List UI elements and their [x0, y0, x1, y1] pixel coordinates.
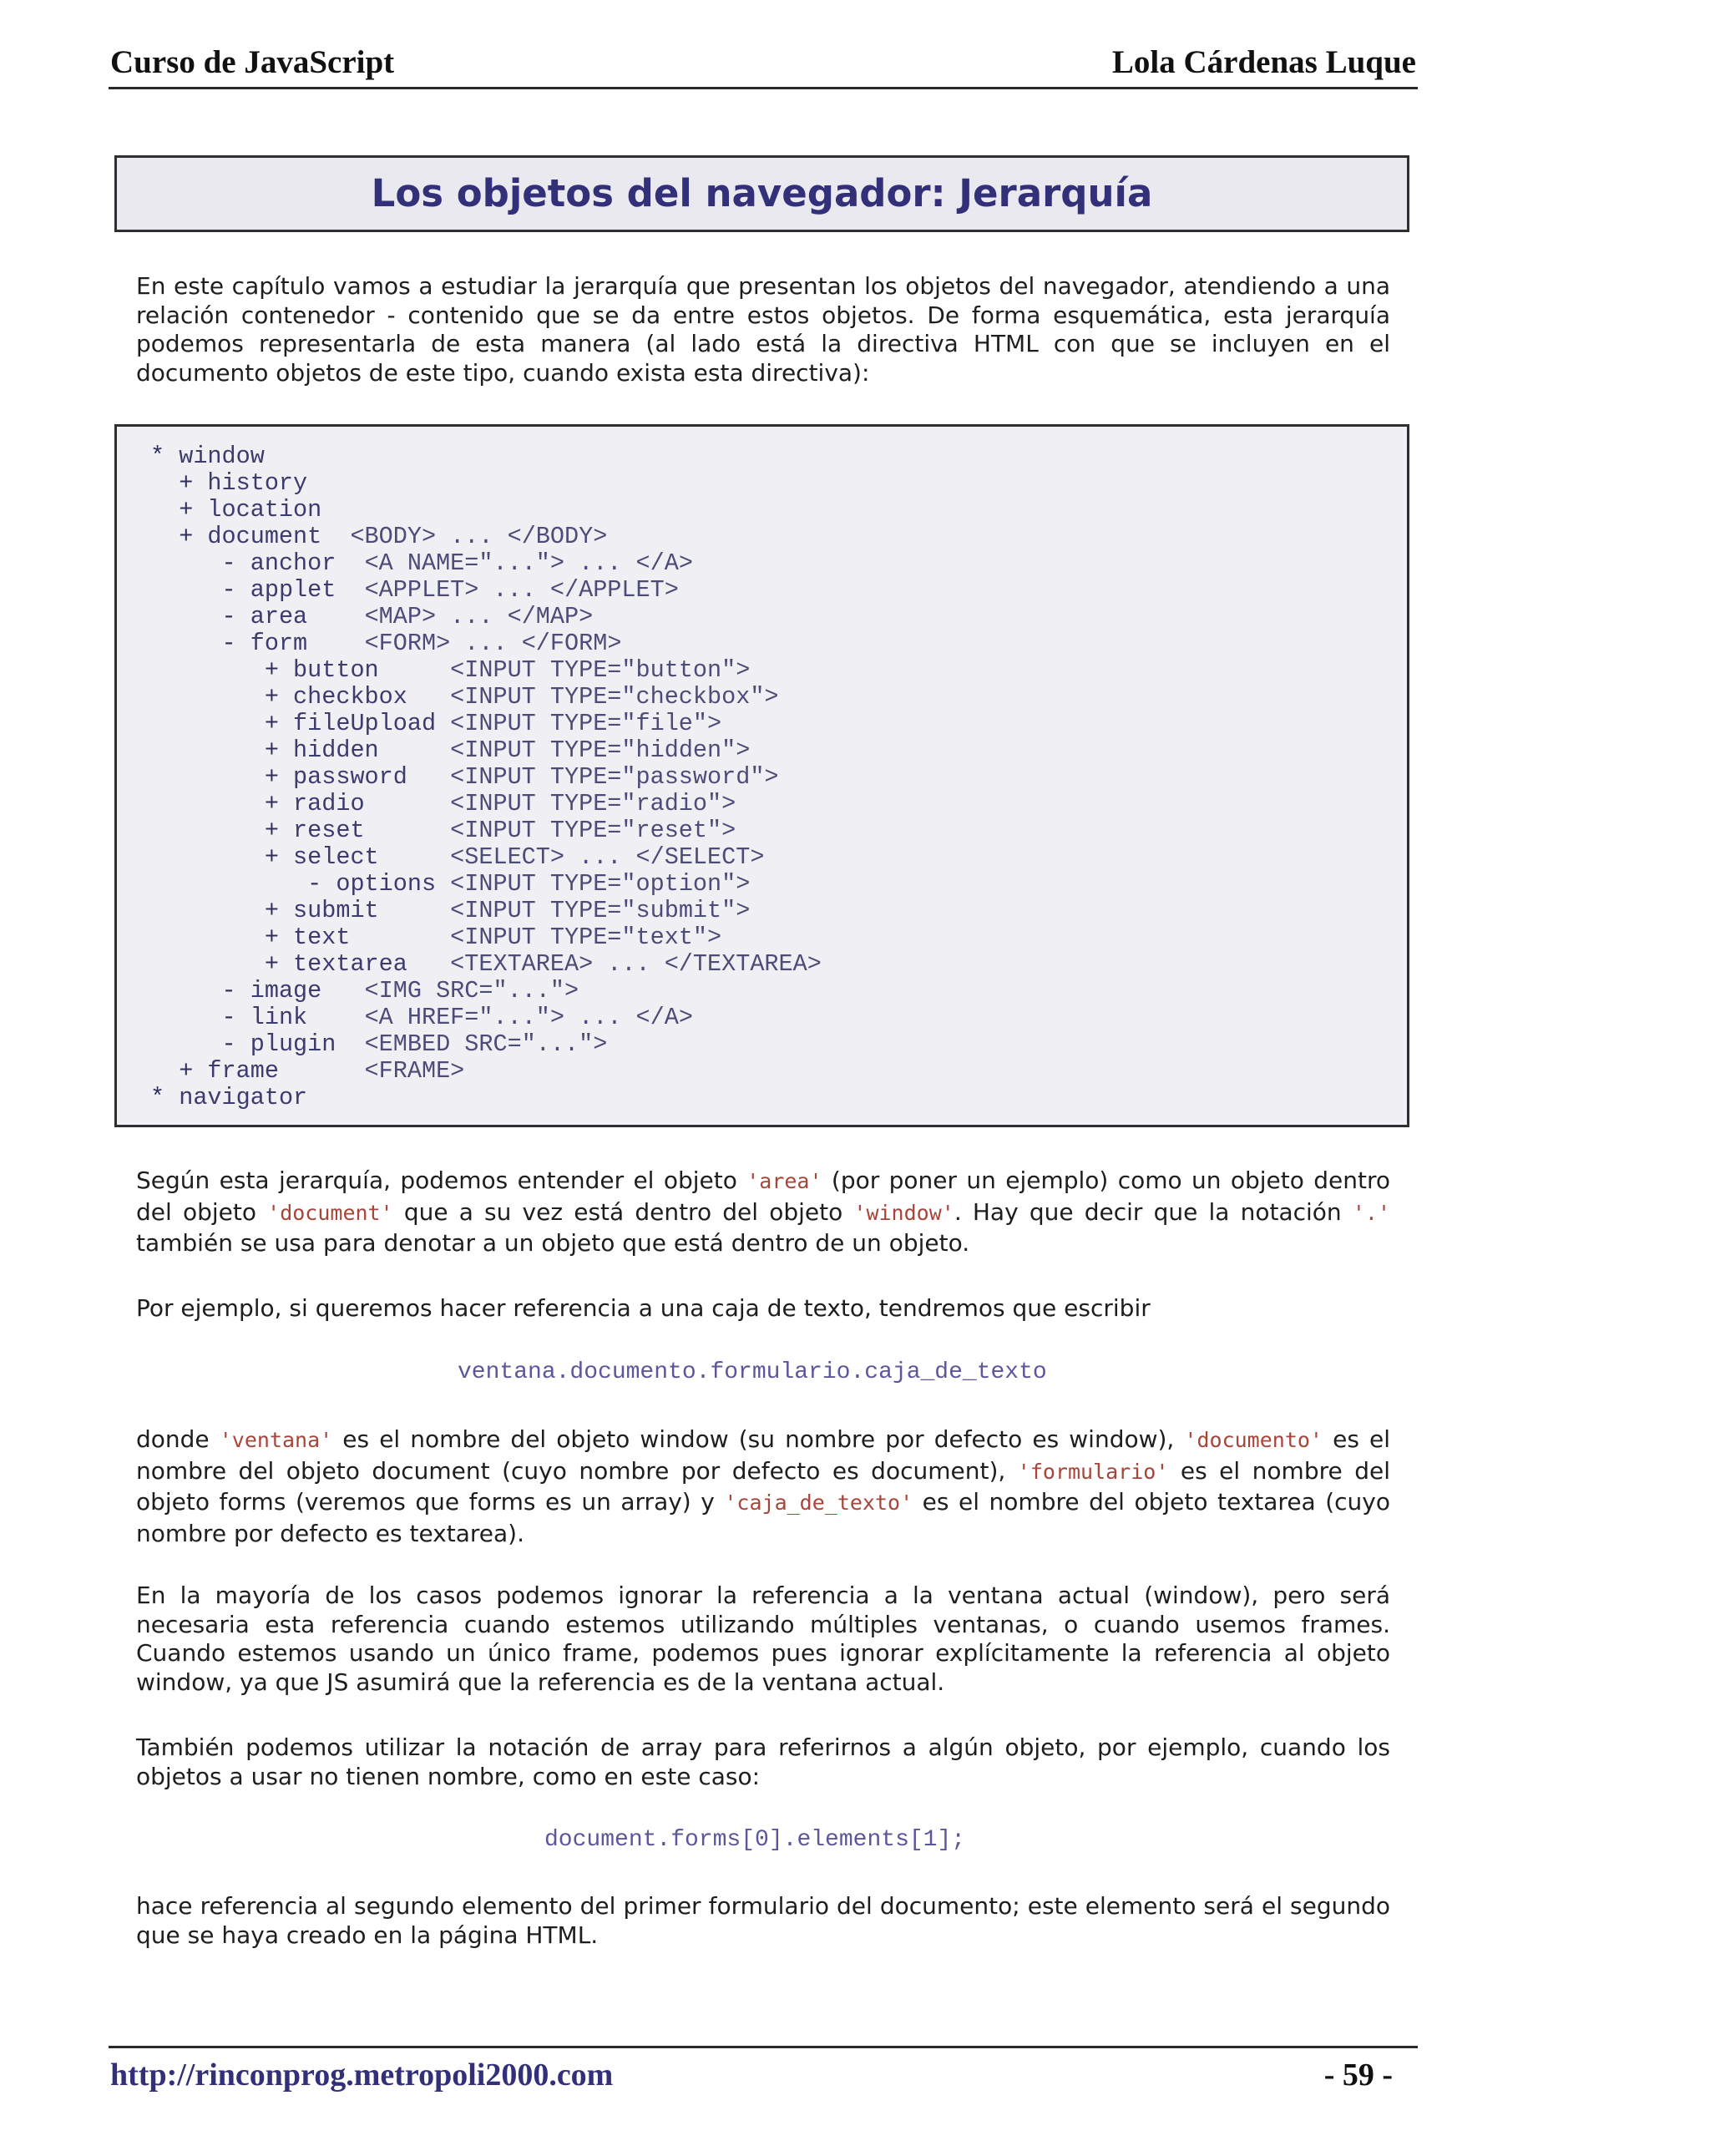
footer-url[interactable]: http://rinconprog.metropoli2000.com — [110, 2057, 614, 2093]
intro-paragraph: En este capítulo vamos a estudiar la jerarquía que presentan los objetos del navegador, atendiendo a una relación contenedor - contenido que se da entre estos objetos. De forma esquemática, esta jerarquía podemos representarla de esta manera (al lado está la directiva HTML con que se incluyen en el documento objetos de este tipo, cuando exista esta directiva): — [136, 272, 1390, 387]
object-name: image — [250, 977, 322, 1005]
object-name: form — [250, 630, 308, 657]
header-course-title: Curso de JavaScript — [110, 44, 395, 80]
html-directive: <FORM> ... </FORM> — [307, 630, 622, 657]
html-directive: <EMBED SRC="..."> — [336, 1030, 608, 1058]
object-name: reset — [293, 817, 365, 844]
text-segment: es el nombre del objeto document (cuyo nombre por defecto es document), — [136, 1425, 1390, 1485]
hierarchy-line — [150, 1031, 607, 1058]
text-segment: es el nombre del objeto textarea (cuyo nombre por defecto es textarea). — [136, 1488, 1391, 1547]
tree-marker: - — [150, 1030, 250, 1058]
html-directive: <A HREF="..."> ... </A> — [307, 1004, 693, 1031]
object-name: link — [250, 1004, 308, 1031]
hierarchy-line — [150, 443, 265, 470]
inline-code: 'documento' — [1184, 1428, 1323, 1452]
hierarchy-line — [150, 764, 779, 791]
inline-code: 'window' — [853, 1200, 954, 1225]
inline-code: 'caja_de_texto' — [724, 1490, 913, 1515]
html-directive: <MAP> ... </MAP> — [307, 603, 594, 630]
tree-marker: - — [150, 630, 250, 657]
hierarchy-line — [150, 844, 764, 871]
hierarchy-line — [150, 470, 307, 497]
hierarchy-line — [150, 630, 621, 657]
tree-marker: * — [150, 1084, 180, 1111]
tree-marker: + — [150, 736, 294, 764]
html-directive: <FRAME> — [278, 1057, 465, 1085]
hierarchy-line — [150, 711, 721, 737]
inline-code: 'ventana' — [219, 1428, 333, 1452]
html-directive: <INPUT TYPE="radio"> — [364, 790, 736, 817]
text-segment: es el nombre del objeto forms (veremos que forms es un array) y — [136, 1456, 1391, 1516]
hierarchy-line — [150, 817, 736, 844]
code-example-array: document.forms[0].elements[1]; — [544, 1827, 966, 1853]
inline-code: 'document' — [267, 1200, 393, 1225]
paragraph-segundo: hace referencia al segundo elemento del primer formulario del documento; este elemento será el segundo que se haya creado en la página HTML. — [136, 1892, 1390, 1949]
hierarchy-line — [150, 978, 579, 1005]
tree-marker: + — [150, 790, 294, 817]
tree-marker: - — [150, 1004, 250, 1031]
object-name: hidden — [293, 736, 379, 764]
html-directive: <INPUT TYPE="submit"> — [378, 897, 751, 924]
html-directive: <INPUT TYPE="option"> — [436, 870, 751, 898]
tree-marker: + — [150, 817, 294, 844]
hierarchy-line — [150, 924, 721, 951]
paragraph-array: También podemos utilizar la notación de array para referirnos a algún objeto, por ejemplo, cuando los objetos a usar no tienen nombre, como en este caso: — [136, 1733, 1390, 1790]
tree-marker: - — [150, 603, 250, 630]
tree-marker: - — [150, 870, 336, 898]
tree-marker: + — [150, 843, 294, 871]
object-name: fileUpload — [293, 710, 437, 737]
hierarchy-line — [150, 684, 779, 711]
inline-code: '.' — [1352, 1200, 1390, 1225]
object-name: frame — [207, 1057, 279, 1085]
html-directive: <INPUT TYPE="text"> — [350, 924, 722, 951]
object-name: history — [207, 469, 308, 497]
tree-marker: + — [150, 496, 208, 524]
hierarchy-line — [150, 604, 593, 630]
html-directive: <INPUT TYPE="button"> — [378, 656, 751, 684]
paragraph-jerarquia — [136, 1166, 1390, 1259]
object-name: location — [207, 496, 322, 524]
object-name: window — [179, 443, 265, 470]
html-directive: <INPUT TYPE="hidden"> — [378, 736, 751, 764]
hierarchy-line — [150, 898, 750, 924]
object-name: textarea — [293, 950, 407, 978]
object-name: plugin — [250, 1030, 336, 1058]
tree-marker: + — [150, 683, 294, 711]
hierarchy-line — [150, 1005, 693, 1031]
text-segment: es el nombre del objeto window (su nombre por defecto es window), — [332, 1425, 1185, 1453]
object-name: radio — [293, 790, 365, 817]
tree-marker: + — [150, 950, 294, 978]
tree-marker: + — [150, 469, 208, 497]
hierarchy-line — [150, 737, 750, 764]
text-segment: (por poner un ejemplo) como un objeto dentro del objeto — [136, 1167, 1391, 1226]
paragraph-mayoria: En la mayoría de los casos podemos ignorar la referencia a la ventana actual (window), pero será necesaria esta referencia cuando estemos utilizando múltiples ventanas, o cuando usemos frames. Cuando estemos usando un único frame, podemos pues ignorar explícitamente la referencia al objeto window, ya que JS asumirá que la referencia es de la ventana actual. — [136, 1582, 1390, 1696]
paragraph-ejemplo: Por ejemplo, si queremos hacer referencia a una caja de texto, tendremos que escribir — [136, 1294, 1151, 1322]
hierarchy-code-box — [114, 424, 1409, 1127]
tree-marker: * — [150, 443, 180, 470]
html-directive: <INPUT TYPE="reset"> — [364, 817, 736, 844]
page-footer — [109, 2046, 1418, 2098]
hierarchy-line — [150, 524, 607, 550]
header-author: Lola Cárdenas Luque — [1111, 44, 1416, 80]
hierarchy-line — [150, 577, 679, 604]
hierarchy-line — [150, 951, 822, 978]
object-name: document — [207, 523, 322, 550]
object-name: text — [293, 924, 351, 951]
text-segment: donde — [136, 1425, 220, 1453]
object-name: area — [250, 603, 308, 630]
html-directive: <BODY> ... </BODY> — [321, 523, 608, 550]
tree-marker: - — [150, 977, 250, 1005]
page-number: - 59 - — [1323, 2057, 1393, 2093]
hierarchy-line — [150, 791, 736, 817]
html-directive: <SELECT> ... </SELECT> — [378, 843, 765, 871]
text-segment: que a su vez está dentro del objeto — [392, 1197, 854, 1226]
html-directive: <APPLET> ... </APPLET> — [336, 576, 679, 604]
object-name: applet — [250, 576, 336, 604]
tree-marker: + — [150, 523, 208, 550]
code-example-caja-texto: ventana.documento.formulario.caja_de_texto — [458, 1359, 1047, 1385]
object-name: submit — [293, 897, 379, 924]
html-directive: <INPUT TYPE="password"> — [407, 763, 779, 791]
inline-code: 'formulario' — [1017, 1459, 1169, 1484]
tree-marker: + — [150, 763, 294, 791]
tree-marker: + — [150, 710, 294, 737]
hierarchy-line — [150, 497, 321, 524]
tree-marker: + — [150, 1057, 208, 1085]
object-name: checkbox — [293, 683, 407, 711]
hierarchy-line — [150, 871, 750, 898]
object-name: password — [293, 763, 407, 791]
object-name: anchor — [250, 549, 336, 577]
page-header — [109, 40, 1418, 89]
tree-marker: + — [150, 897, 294, 924]
tree-marker: + — [150, 924, 294, 951]
object-name: options — [336, 870, 437, 898]
html-directive: <A NAME="..."> ... </A> — [336, 549, 693, 577]
html-directive: <TEXTAREA> ... </TEXTAREA> — [407, 950, 822, 978]
text-segment: también se usa para denotar a un objeto que está dentro de un objeto. — [136, 1229, 970, 1257]
hierarchy-line — [150, 1058, 464, 1085]
tree-marker: - — [150, 549, 250, 577]
tree-marker: + — [150, 656, 294, 684]
tree-marker: - — [150, 576, 250, 604]
object-name: select — [293, 843, 379, 871]
inline-code: 'area' — [746, 1169, 822, 1193]
text-segment: Según esta jerarquía, podemos entender el objeto — [136, 1167, 747, 1194]
html-directive: <INPUT TYPE="checkbox"> — [407, 683, 779, 711]
hierarchy-line — [150, 657, 750, 684]
html-directive: <INPUT TYPE="file"> — [436, 710, 722, 737]
paragraph-donde — [136, 1425, 1390, 1549]
object-name: navigator — [179, 1084, 308, 1111]
hierarchy-line — [150, 1085, 307, 1111]
html-directive: <IMG SRC="..."> — [321, 977, 579, 1005]
text-segment: . Hay que decir que la notación — [954, 1197, 1353, 1226]
object-name: button — [293, 656, 379, 684]
chapter-title: Los objetos del navegador: Jerarquía — [114, 155, 1409, 232]
hierarchy-line — [150, 550, 693, 577]
